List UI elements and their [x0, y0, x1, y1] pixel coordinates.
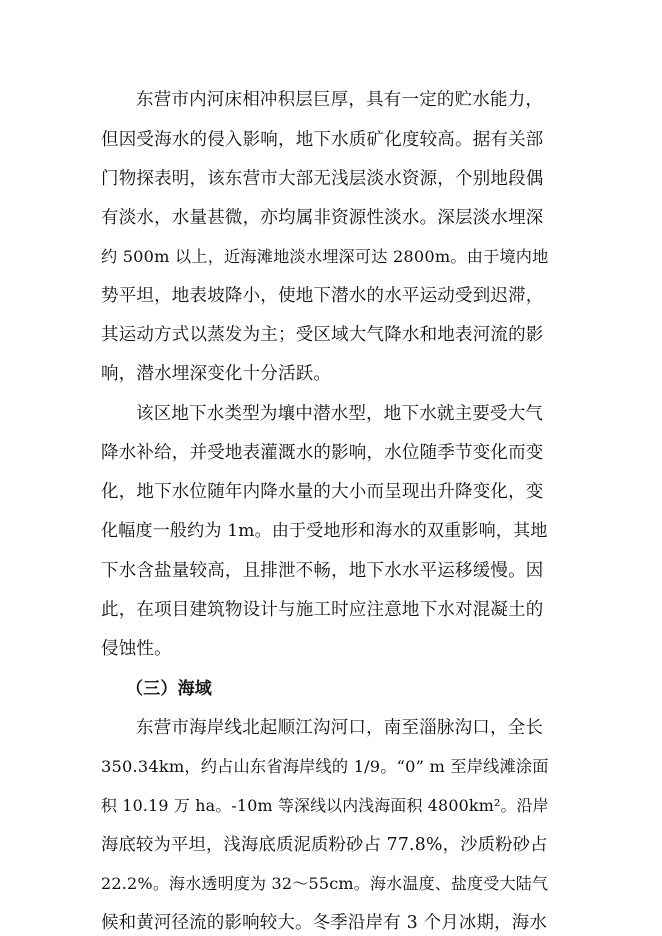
text-line: 但因受海水的侵入影响，地下水质矿化度较高。据有关部 [101, 130, 544, 150]
text-line: 化，地下水位随年内降水量的大小而呈现出升降变化，变 [101, 482, 544, 502]
text-line: 22.2%。海水透明度为 32～55cm。海水温度、盐度受大陆气 [101, 874, 549, 893]
section-heading: （三）海域 [126, 679, 212, 699]
text-line: 约 500m 以上，近海滩地淡水埋深可达 2800m。由于境内地 [101, 247, 549, 266]
text-line: 响，潜水埋深变化十分活跃。 [101, 364, 332, 384]
text-line: 积 10.19 万 ha。-10m 等深线以内浅海面积 4800km²。沿岸 [101, 796, 549, 815]
text-line: 化幅度一般约为 1m。由于受地形和海水的双重影响，其地 [101, 521, 548, 541]
text-line: 降水补给，并受地表灌溉水的影响，水位随季节变化而变 [101, 443, 544, 463]
text-line: 此，在项目建筑物设计与施工时应注意地下水对混凝土的 [101, 600, 544, 620]
text-line: 候和黄河径流的影响较大。冬季沿岸有 3 个月冰期，海水 [101, 913, 548, 933]
text-line: 下水含盐量较高，且排泄不畅，地下水水平运移缓慢。因 [101, 561, 544, 581]
text-line: 侵蚀性。 [101, 639, 172, 659]
text-line: 350.34km，约占山东省海岸线的 1/9。“0” m 至岸线滩涂面 [101, 757, 549, 776]
text-line: 势平坦，地表坡降小，使地下潜水的水平运动受到迟滞， [101, 286, 544, 306]
text-line: 该区地下水类型为壤中潜水型，地下水就主要受大气 [136, 404, 544, 424]
text-line: 其运动方式以蒸发为主；受区域大气降水和地表河流的影 [101, 325, 544, 345]
text-line: 东营市内河床相冲积层巨厚，具有一定的贮水能力， [136, 90, 544, 110]
text-line: 海底较为平坦，浅海底质泥质粉砂占 77.8%，沙质粉砂占 [101, 835, 548, 855]
text-line: 门物探表明，该东营市大部无浅层淡水资源，个别地段偶 [101, 169, 544, 189]
text-line: 有淡水，水量甚微，亦均属非资源性淡水。深层淡水埋深 [101, 208, 544, 228]
text-line: 东营市海岸线北起顺江沟河口，南至淄脉沟口，全长 [136, 718, 544, 738]
